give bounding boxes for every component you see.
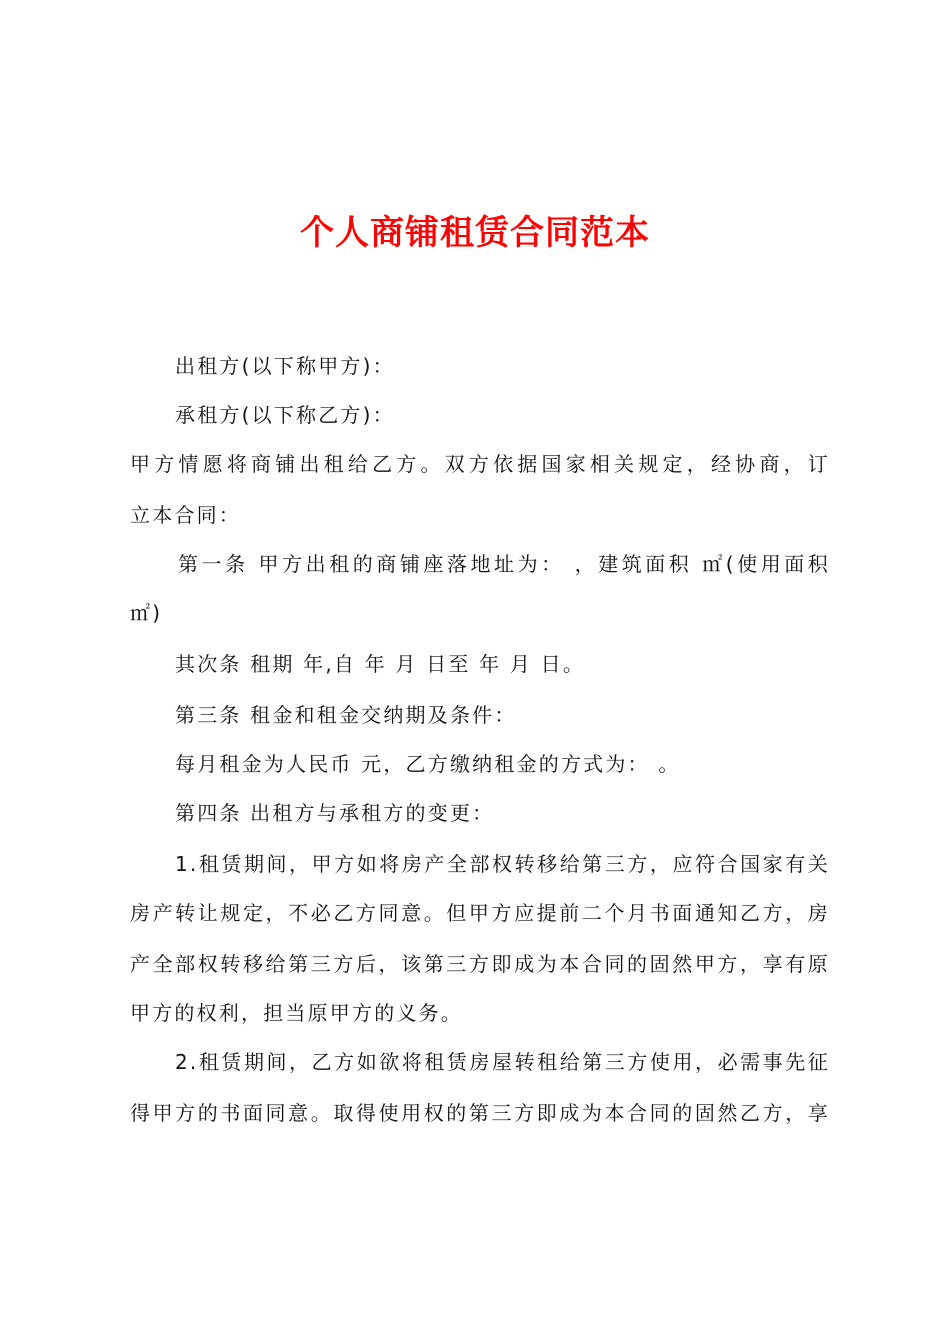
- article-1-line-2: ㎡): [130, 601, 163, 625]
- preamble-line-2: 立本合同：: [130, 503, 241, 527]
- clause-2-line-2: 得甲方的书面同意。取得使用权的第三方即成为本合同的固然乙方，享: [130, 1101, 830, 1125]
- clause-2-line-1: 2.租赁期间，乙方如欲将租赁房屋转租给第三方使用，必需事先征: [175, 1050, 830, 1074]
- document-title: 个人商铺租赁合同范本: [300, 213, 650, 253]
- preamble-line-1: 甲方情愿将商铺出租给乙方。双方依据国家相关规定，经协商，订: [130, 452, 830, 476]
- article-3-heading: 第三条 租金和租金交纳期及条件：: [175, 703, 517, 727]
- clause-1-line-2: 房产转让规定，不必乙方同意。但甲方应提前二个月书面通知乙方，房: [130, 901, 830, 925]
- article-4-heading: 第四条 出租方与承租方的变更：: [175, 801, 495, 825]
- article-2-line: 其次条 租期 年,自 年 月 日至 年 月 日。: [175, 652, 586, 676]
- clause-1-line-3: 产全部权转移给第三方后，该第三方即成为本合同的固然甲方，享有原: [130, 952, 830, 976]
- clause-1-line-1: 1.租赁期间，甲方如将房产全部权转移给第三方，应符合国家有关: [175, 852, 830, 876]
- lessor-line: 出租方(以下称甲方)：: [175, 354, 395, 378]
- lessee-line: 承租方(以下称乙方)：: [175, 403, 395, 427]
- article-3-rent-line: 每月租金为人民币 元，乙方缴纳租金的方式为： 。: [175, 752, 681, 776]
- article-1-line-1: 第一条 甲方出租的商铺座落地址为： ，建筑面积 ㎡(使用面积: [178, 552, 830, 576]
- clause-1-line-4: 甲方的权利，担当原甲方的义务。: [130, 1001, 463, 1025]
